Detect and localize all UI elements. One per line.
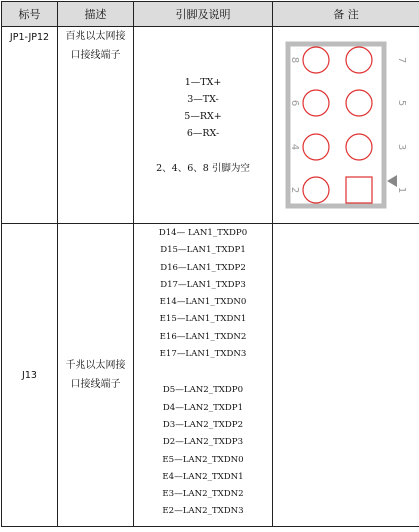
pin-line: E17—LAN1_TXDN3 [159,349,247,360]
desc-line: 千兆以太网接 [65,360,126,371]
pin-line: D16—LAN1_TXDP2 [160,262,246,273]
rj45-pinout-diagram [284,40,409,210]
pin-line: 3—TX- [187,93,219,105]
desc-line: 口接线端子 [70,50,121,61]
pin-number-label: 1 [395,186,407,194]
header-desc: 描述 [58,2,134,27]
pin-line: D2—LAN2_TXDP3 [162,437,244,448]
table-row [2,224,419,527]
pin-line: D5—LAN2_TXDP0 [162,385,244,396]
pin-number-label: 6 [288,99,300,107]
header-pins: 引脚及说明 [134,2,273,27]
pin-line: E16—LAN1_TXDN2 [159,331,247,342]
desc-line: 百兆以太网接 [65,31,126,42]
pin-line: 5—RX+ [184,110,222,122]
header-label: 标号 [2,2,58,27]
pin-number-label: 4 [288,143,300,151]
pin1-arrow-icon [387,175,397,187]
desc-line: 口接线端子 [70,379,121,390]
pin-line: E15—LAN1_TXDN1 [159,314,247,325]
pin-line: E2—LAN2_TXDN3 [162,506,244,517]
pin-line: E14—LAN1_TXDN0 [159,297,247,308]
pin-number-label: 3 [395,143,407,151]
table-row [2,27,419,224]
pin-line: D3—LAN2_TXDP2 [162,419,244,430]
pin-line: D15—LAN1_TXDP1 [160,245,246,256]
pin-line: 1—TX+ [184,76,222,88]
header-row [2,2,419,27]
pin-number-label: 2 [288,186,300,194]
header-notes: 备 注 [273,2,419,27]
row-description [58,224,134,527]
pin-line: E5—LAN2_TXDN0 [162,454,244,465]
row-pins [134,224,273,527]
row-label [2,224,58,527]
pin-number-label: 5 [395,99,407,107]
pin-line: E4—LAN2_TXDN1 [162,471,244,482]
row-label [2,27,58,224]
pin-note: 2、4、6、8 引脚为空 [156,162,250,174]
pin-line: D4—LAN2_TXDP1 [162,402,244,413]
pin-line: D17—LAN1_TXDP3 [160,279,246,290]
pin-line: E3—LAN2_TXDN2 [162,489,244,500]
label-text: J13 [22,369,37,381]
pin-line: 6—RX- [186,127,220,139]
row-notes [273,27,419,224]
pin-line: D14— LAN1_TXDP0 [158,228,248,238]
row-description [58,27,134,224]
pin-number-label: 7 [395,56,407,64]
row-pins [134,27,273,224]
pin-number-label: 8 [288,56,300,64]
row-notes-empty [273,224,419,527]
label-text: JP1-JP12 [9,32,50,43]
pin-table [1,1,419,527]
